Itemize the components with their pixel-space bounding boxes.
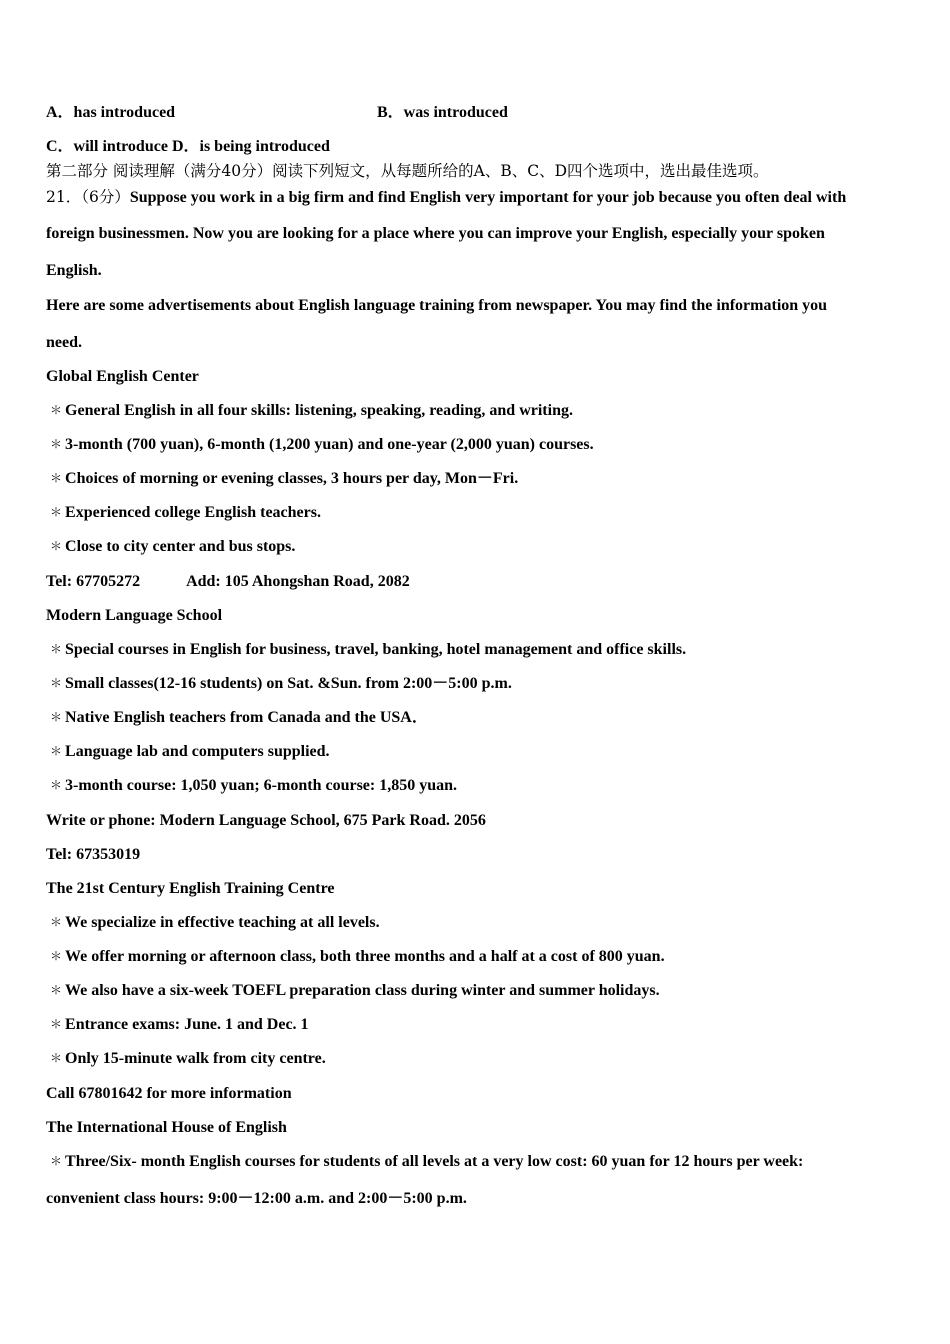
bullet-icon: ＊ bbox=[50, 539, 63, 553]
question-21-line-4: Here are some advertisements about English language training from newspaper. You may find the information you bbox=[46, 297, 828, 314]
contact-address: Add: 105 Ahongshan Road, 2082 bbox=[186, 573, 410, 590]
ad-bullet: ＊ We offer morning or afternoon class, both three months and a half at a cost of 800 yuan. bbox=[50, 948, 665, 965]
bullet-icon: ＊ bbox=[50, 505, 63, 519]
ad-bullet: ＊ Three/Six- month English courses for students of all levels at a very low cost: 60 yuan for 12 hours per week: bbox=[50, 1153, 804, 1170]
bullet-icon: ＊ bbox=[50, 403, 63, 417]
ad-bullet: ＊ Experienced college English teachers. bbox=[50, 504, 321, 521]
bullet-icon: ＊ bbox=[50, 983, 63, 997]
ad-bullet: ＊ Only 15-minute walk from city centre. bbox=[50, 1050, 326, 1067]
question-21-line-5: need. bbox=[46, 334, 82, 351]
bullet-icon: ＊ bbox=[50, 915, 63, 929]
ad-bullet: ＊ 3-month (700 yuan), 6-month (1,200 yuan) and one-year (2,000 yuan) courses. bbox=[50, 436, 594, 453]
bullet-icon: ＊ bbox=[50, 642, 63, 656]
section-heading: 第二部分 阅读理解（满分40分）阅读下列短文，从每题所给的A、B、C、D四个选项中，选出最佳选项。 bbox=[46, 162, 769, 180]
ad-title-international-house: The International House of English bbox=[46, 1119, 287, 1136]
contact-tel: Tel: 67705272 bbox=[46, 573, 141, 590]
question-number: 21．（6分） bbox=[46, 188, 130, 206]
option-a: A．has introduced bbox=[46, 104, 176, 121]
ad-contact-tel: Tel: 67353019 bbox=[46, 846, 141, 863]
bullet-icon: ＊ bbox=[50, 710, 63, 724]
ad-bullet: ＊ Close to city center and bus stops. bbox=[50, 538, 296, 555]
bullet-icon: ＊ bbox=[50, 676, 63, 690]
ad-bullet-continuation: convenient class hours: 9:00－12:00 a.m. and 2:00－5:00 p.m. bbox=[46, 1190, 467, 1207]
option-d: D．is being introduced bbox=[171, 138, 330, 155]
ad-bullet: ＊ Native English teachers from Canada and the USA． bbox=[50, 709, 428, 726]
ad-bullet: ＊ General English in all four skills: listening, speaking, reading, and writing. bbox=[50, 402, 573, 419]
ad-bullet: ＊ Entrance exams: June. 1 and Dec. 1 bbox=[50, 1016, 309, 1033]
option-c-d-line bbox=[46, 137, 330, 157]
ad-title-global-english-center: Global English Center bbox=[46, 368, 199, 385]
ad-title-21st-century: The 21st Century English Training Centre bbox=[46, 880, 335, 897]
ad-contact: Call 67801642 for more information bbox=[46, 1085, 292, 1102]
bullet-icon: ＊ bbox=[50, 1154, 63, 1168]
question-21-line-3: English. bbox=[46, 262, 102, 279]
ad-bullet: ＊ 3-month course: 1,050 yuan; 6-month course: 1,850 yuan. bbox=[50, 777, 458, 794]
bullet-icon: ＊ bbox=[50, 949, 63, 963]
bullet-icon: ＊ bbox=[50, 778, 63, 792]
ad-bullet: ＊ We also have a six-week TOEFL preparation class during winter and summer holidays. bbox=[50, 982, 660, 999]
ad-title-modern-language-school: Modern Language School bbox=[46, 607, 223, 624]
ad-bullet: ＊ Small classes(12-16 students) on Sat. &Sun. from 2:00－5:00 p.m. bbox=[50, 675, 512, 692]
bullet-icon: ＊ bbox=[50, 1051, 63, 1065]
ad-bullet: ＊ Choices of morning or evening classes, 3 hours per day, Mon－Fri. bbox=[50, 470, 519, 487]
bullet-icon: ＊ bbox=[50, 471, 63, 485]
option-b: B．was introduced bbox=[377, 104, 508, 121]
ad-bullet: ＊ Special courses in English for business, travel, banking, hotel management and office skills. bbox=[50, 641, 687, 658]
bullet-icon: ＊ bbox=[50, 1017, 63, 1031]
ad-contact: Write or phone: Modern Language School, 675 Park Road. 2056 bbox=[46, 812, 486, 829]
question-21-line-1 bbox=[46, 187, 846, 208]
bullet-icon: ＊ bbox=[50, 437, 63, 451]
ad-contact bbox=[46, 572, 410, 592]
ad-bullet: ＊ We specialize in effective teaching at all levels. bbox=[50, 914, 380, 931]
ad-bullet: ＊ Language lab and computers supplied. bbox=[50, 743, 330, 760]
bullet-icon: ＊ bbox=[50, 744, 63, 758]
question-21-line-2: foreign businessmen. Now you are looking for a place where you can improve your English, especially your spoken bbox=[46, 225, 825, 242]
question-intro-text: Suppose you work in a big firm and find English very important for your job because you often deal with bbox=[129, 189, 847, 206]
option-c: C．will introduce bbox=[46, 138, 168, 155]
